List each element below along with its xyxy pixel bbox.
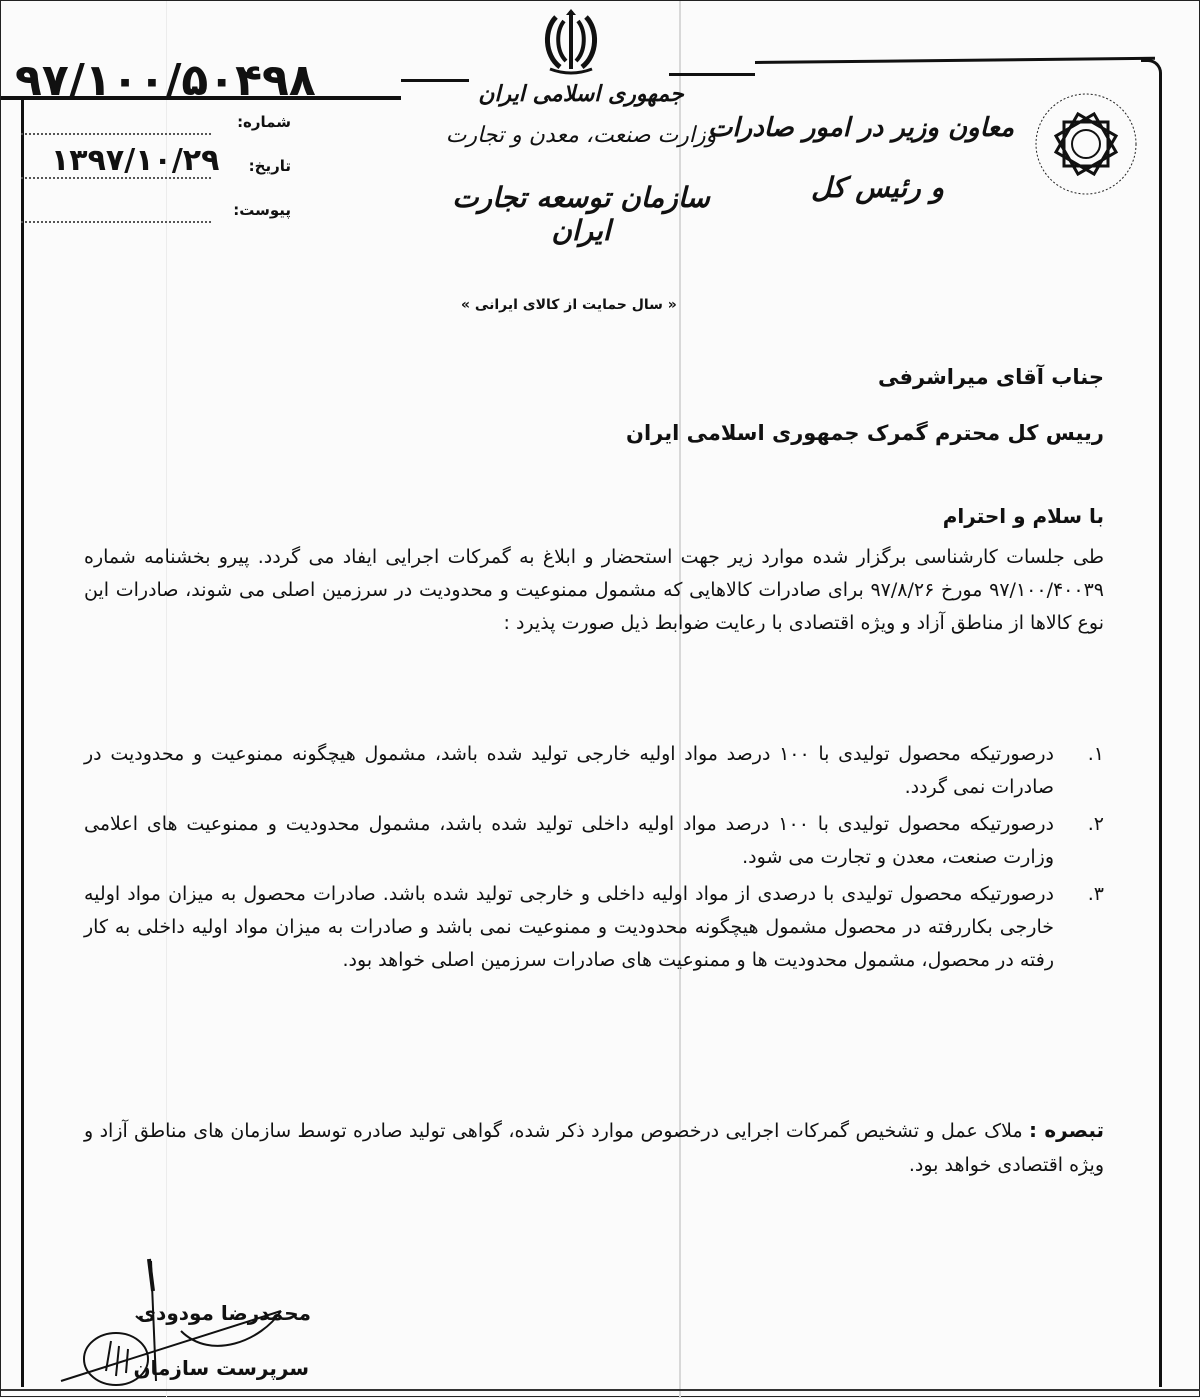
- note-paragraph: [84, 1113, 1104, 1182]
- meta-number-row: [21, 113, 291, 143]
- signer-title: سرپرست سازمان: [133, 1356, 309, 1380]
- sender-title: معاون وزیر در امور صادرات: [707, 113, 1014, 143]
- dotted-line: [21, 133, 211, 135]
- date-value: ۱۳۹۷/۱۰/۲۹: [51, 143, 220, 178]
- note-text: ملاک عمل و تشخیص گمرکات اجرایی درخصوص موارد ذکر شده، گواهی تولید صادره توسط سازمان های مناطق آزاد و ویژه اقتصادی خواهد بود.: [84, 1120, 1104, 1176]
- date-label: تاریخ:: [248, 157, 291, 175]
- header-ministry: وزارت صنعت، معدن و تجارت: [445, 123, 717, 148]
- frame-border-top: [755, 57, 1155, 64]
- meta-attachment-row: [21, 201, 291, 231]
- list-item-text: درصورتیکه محصول تولیدی با ۱۰۰ درصد مواد اولیه داخلی تولید شده باشد، مشمول محدودیت و ممنوعیت های اعلامی وزارت صنعت، معدن و تجارت می شود.: [84, 813, 1054, 868]
- header-country: جمهوری اسلامی ایران: [478, 81, 684, 107]
- greeting: با سلام و احترام: [942, 504, 1104, 528]
- list-item-number: ۳.: [1087, 883, 1104, 905]
- list-item: [84, 878, 1104, 977]
- frame-border-top: [669, 73, 755, 76]
- note-label: تبصره :: [1029, 1118, 1105, 1142]
- conditions-list: [84, 738, 1104, 981]
- letter-number-handwritten: ۹۷/۱۰۰/۵۰۴۹۸: [15, 55, 316, 106]
- list-item-number: ۱.: [1087, 743, 1104, 765]
- list-item-number: ۲.: [1087, 813, 1104, 835]
- sender-subtitle: و رئیس کل: [810, 171, 944, 204]
- tpo-logo-icon: [1031, 89, 1141, 199]
- list-item: [84, 808, 1104, 874]
- year-slogan: « سال حمایت از کالای ایرانی »: [461, 297, 677, 313]
- header-organization: سازمان توسعه تجارت ایران: [452, 181, 710, 247]
- signer-name: محمدرضا مودودی: [137, 1301, 311, 1325]
- intro-paragraph: طی جلسات کارشناسی برگزار شده موارد زیر جهت استحضار و ابلاغ به گمرکات اجرایی ایفاد می گردد. پیرو بخشنامه شماره ۹۷/۱۰۰/۴۰۰۳۹ مورخ ۹۷/۸/۲۶ برای صادرات کالاهایی که مشمول ممنوعیت و محدودیت در سرزمین اصلی می شوند، صادرات این نوع کالاها از مناطق آزاد و ویژه اقتصادی با رعایت ضوابط ذیل صورت پذیرد :: [84, 546, 1104, 634]
- list-item-text: درصورتیکه محصول تولیدی با ۱۰۰ درصد مواد اولیه خارجی تولید شده باشد، مشمول هیچگونه ممنوعیت و محدودیت در صادرات نمی گردد.: [84, 743, 1054, 798]
- recipient-title: رییس کل محترم گمرک جمهوری اسلامی ایران: [626, 421, 1104, 445]
- meta-date-row: [21, 143, 291, 187]
- list-item-text: درصورتیکه محصول تولیدی با درصدی از مواد اولیه داخلی و خارجی تولید شده باشد. صادرات محصول به میزان مواد اولیه خارجی بکاررفته در محصول مشمول هیچگونه محدودیت و ممنوعیت نمی باشد و صادرات به میزان مواد اولیه داخلی به کار رفته در محصول، مشمول محدودیت ها و ممنوعیت های صادرات سرزمین اصلی خواهد بود.: [84, 883, 1054, 971]
- frame-border-right: [1159, 75, 1162, 1387]
- list-item: [84, 738, 1104, 804]
- dotted-line: [21, 221, 211, 223]
- recipient-name: جناب آقای میراشرفی: [878, 365, 1104, 389]
- attachment-label: پیوست:: [233, 201, 291, 219]
- number-label: شماره:: [237, 113, 291, 131]
- frame-border-left: [21, 97, 24, 1387]
- iran-emblem-icon: [536, 7, 606, 77]
